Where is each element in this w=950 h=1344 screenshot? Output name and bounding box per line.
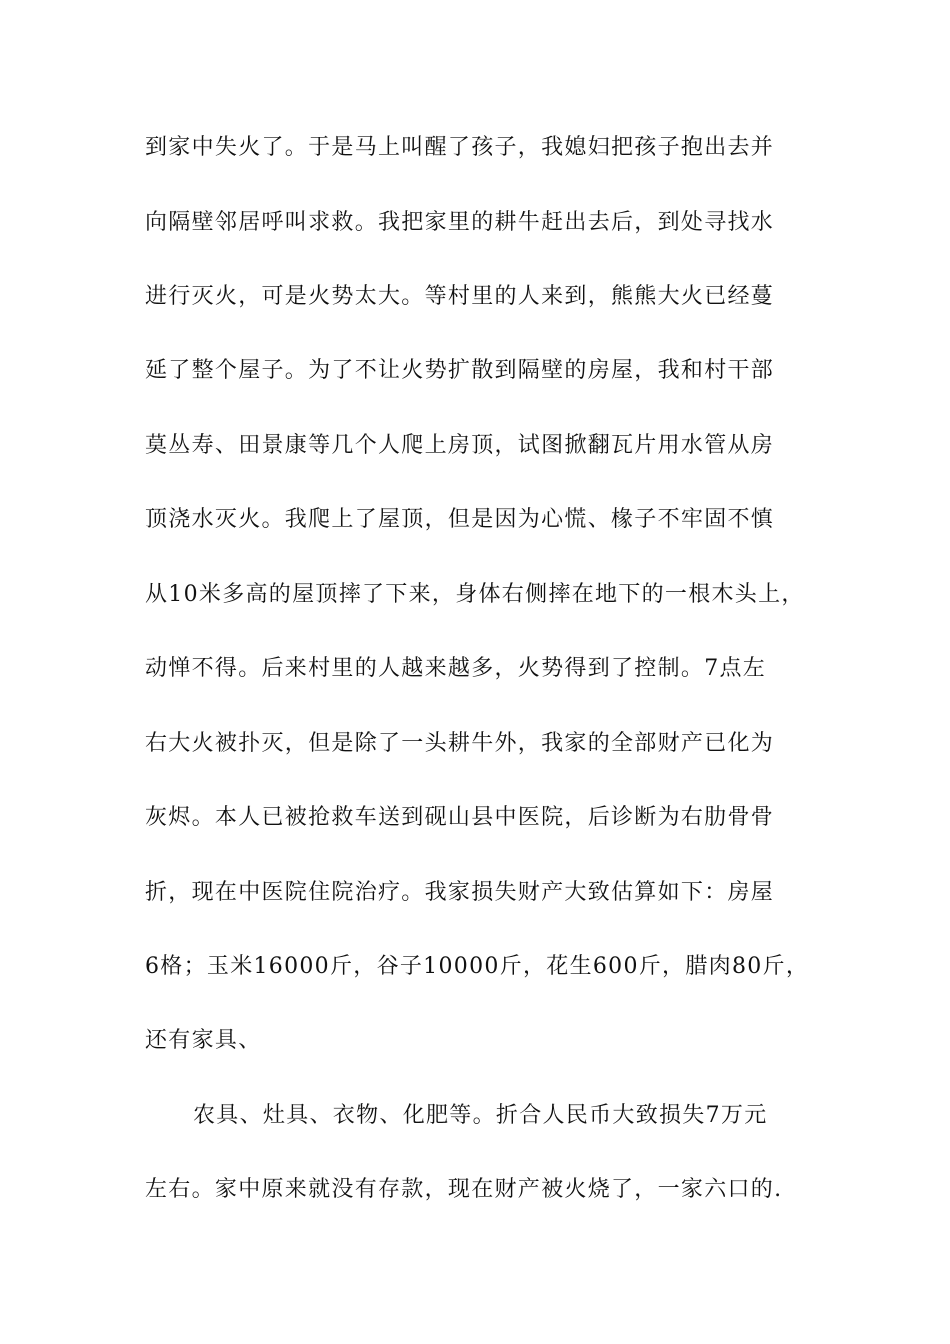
text-line: 进行灭火，可是火势太大。等村里的人来到，熊熊大火已经蔓 <box>145 284 775 309</box>
text-line: 折，现在中医院住院治疗。我家损失财产大致估算如下：房屋 <box>145 880 775 905</box>
text-line: 动惮不得。后来村里的人越来越多，火势得到了控制。7点左 <box>145 656 767 681</box>
text-line: 到家中失火了。于是马上叫醒了孩子，我媳妇把孩子抱出去并 <box>145 135 775 160</box>
text-line: 向隔壁邻居呼叫求救。我把家里的耕牛赶出去后，到处寻找水 <box>145 210 775 235</box>
text-line: 从10米多高的屋顶摔了下来，身体右侧摔在地下的一根木头上， <box>145 582 805 607</box>
text-line: 莫丛寿、田景康等几个人爬上房顶，试图掀翻瓦片用水管从房 <box>145 433 775 458</box>
text-line: 顶浇水灭火。我爬上了屋顶，但是因为心慌、椽子不牢固不慎 <box>145 507 775 532</box>
text-line: 右大火被扑灭，但是除了一头耕牛外，我家的全部财产已化为 <box>145 731 775 756</box>
text-line: 延了整个屋子。为了不让火势扩散到隔壁的房屋，我和村干部 <box>145 358 775 383</box>
text-line: 左右。家中原来就没有存款，现在财产被火烧了，一家六口的. <box>145 1177 783 1202</box>
text-line: 6格；玉米16000斤，谷子10000斤，花生600斤，腊肉80斤， <box>145 954 810 979</box>
text-line: 还有家具、 <box>145 1028 262 1053</box>
text-line-indented: 农具、灶具、衣物、化肥等。折合人民币大致损失7万元 <box>193 1103 768 1128</box>
text-line: 灰烬。本人已被抢救车送到砚山县中医院，后诊断为右肋骨骨 <box>145 805 775 830</box>
